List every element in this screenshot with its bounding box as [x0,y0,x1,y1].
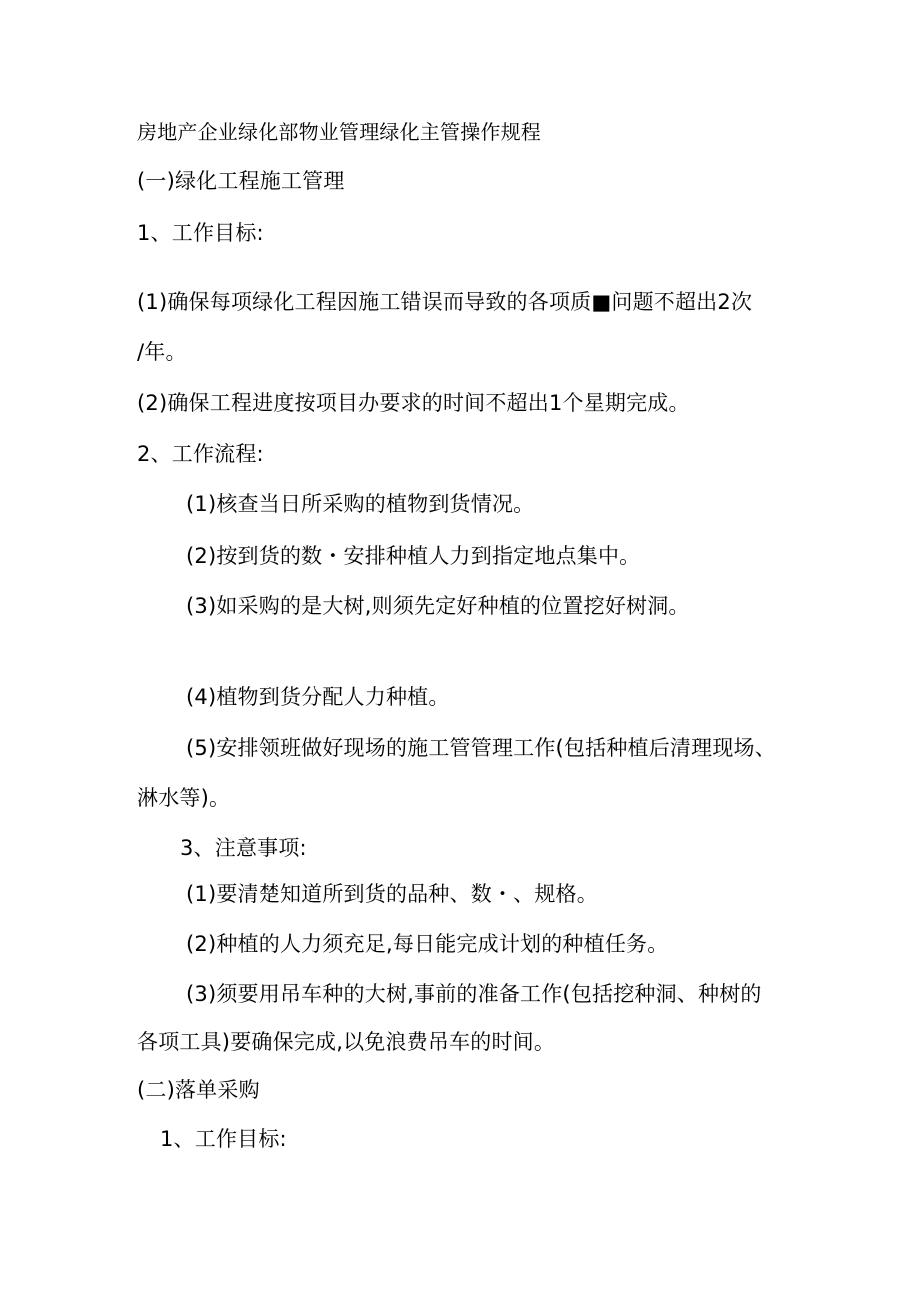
document-title: 房地产企业绿化部物业管理绿化主管操作规程 [137,120,541,144]
flow-item-2: (2)按到货的数・安排种植人力到指定地点集中。 [186,544,641,568]
note-item-2: (2)种植的人力须充足,每日能完成计划的种植任务。 [186,932,669,956]
goal-item-2: (2)确保工程进度按项目办要求的时间不超出1个星期完成。 [137,391,690,415]
subheading-work-goal: 1、工作目标: [137,221,264,245]
flow-item-3: (3)如采购的是大树,则须先定好种植的位置挖好树洞。 [186,594,690,618]
section-heading-2: (二)落单采购 [137,1078,260,1102]
goal-item-1: (1)确保每项绿化工程因施工错误而导致的各项质■问题不超出2次 [137,290,753,314]
goal-item-1-continued: /年。 [137,340,187,364]
note-item-3: (3)须要用吊车种的大树,事前的准备工作(包括挖种洞、种树的 [186,982,762,1006]
note-item-1: (1)要清楚知道所到货的品种、数・、规格。 [186,882,598,906]
subheading-work-goal-2: 1、工作目标: [160,1127,287,1151]
flow-item-1: (1)核查当日所采购的植物到货情况。 [186,492,535,516]
subheading-work-flow: 2、工作流程: [137,442,264,466]
flow-item-4: (4)植物到货分配人力种植。 [186,685,450,709]
section-heading-1: (一)绿化工程施工管理 [137,169,345,193]
subheading-notes: 3、注意事项: [180,836,307,860]
flow-item-5: (5)安排领班做好现场的施工管管理工作(包括种植后清理现场、 [186,736,776,760]
note-item-3-continued: 各项工具)要确保完成,以免浪费吊车的时间。 [137,1030,556,1054]
flow-item-5-continued: 淋水等)。 [137,786,231,810]
